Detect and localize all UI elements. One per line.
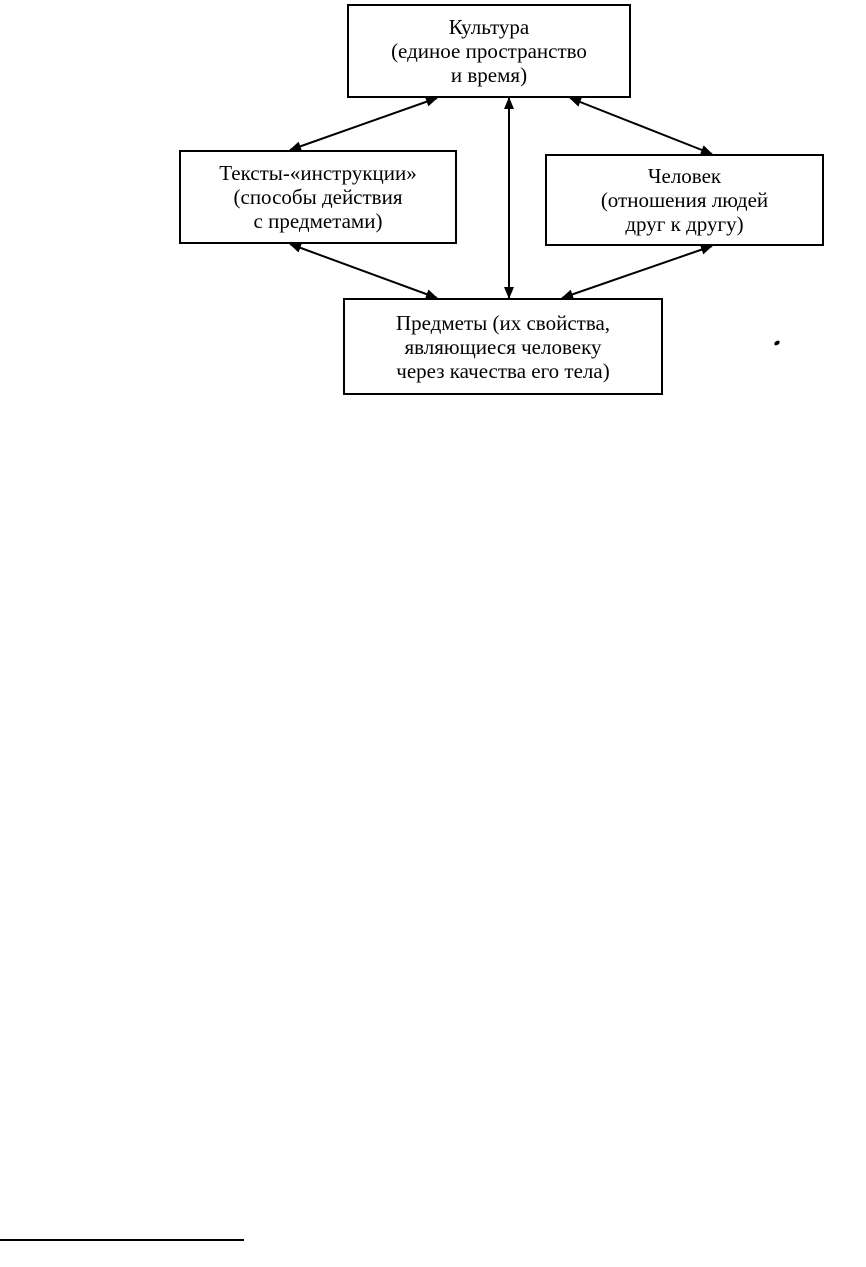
node-human-line-3: друг к другу)	[625, 212, 744, 236]
node-human-line-1: Человек	[647, 164, 722, 188]
node-culture-line-1: Культура	[448, 15, 530, 39]
arrow-human-objects	[562, 246, 712, 298]
node-objects-line-3: через качества его тела)	[396, 358, 610, 383]
node-texts-line-1: Тексты-«инструкции»	[219, 161, 417, 185]
node-human	[545, 154, 824, 246]
node-culture	[347, 4, 631, 98]
node-human-line-2: (отношения людей	[600, 188, 769, 212]
arrow-culture-human	[570, 98, 712, 154]
node-objects-line-1: Предметы (их свойства,	[395, 310, 611, 335]
node-texts-line-2: (способы действия	[233, 185, 403, 209]
arrow-texts-objects	[290, 244, 437, 298]
node-culture-line-2: (единое пространство	[391, 39, 587, 63]
arrow-culture-texts	[290, 98, 437, 150]
node-culture-line-3: и время)	[450, 63, 528, 87]
footnote-separator	[0, 1239, 244, 1241]
node-texts	[179, 150, 457, 244]
node-objects-line-2: являющиеся человеку	[404, 334, 602, 359]
node-objects	[343, 298, 663, 395]
node-texts-line-3: с предметами)	[253, 209, 383, 233]
